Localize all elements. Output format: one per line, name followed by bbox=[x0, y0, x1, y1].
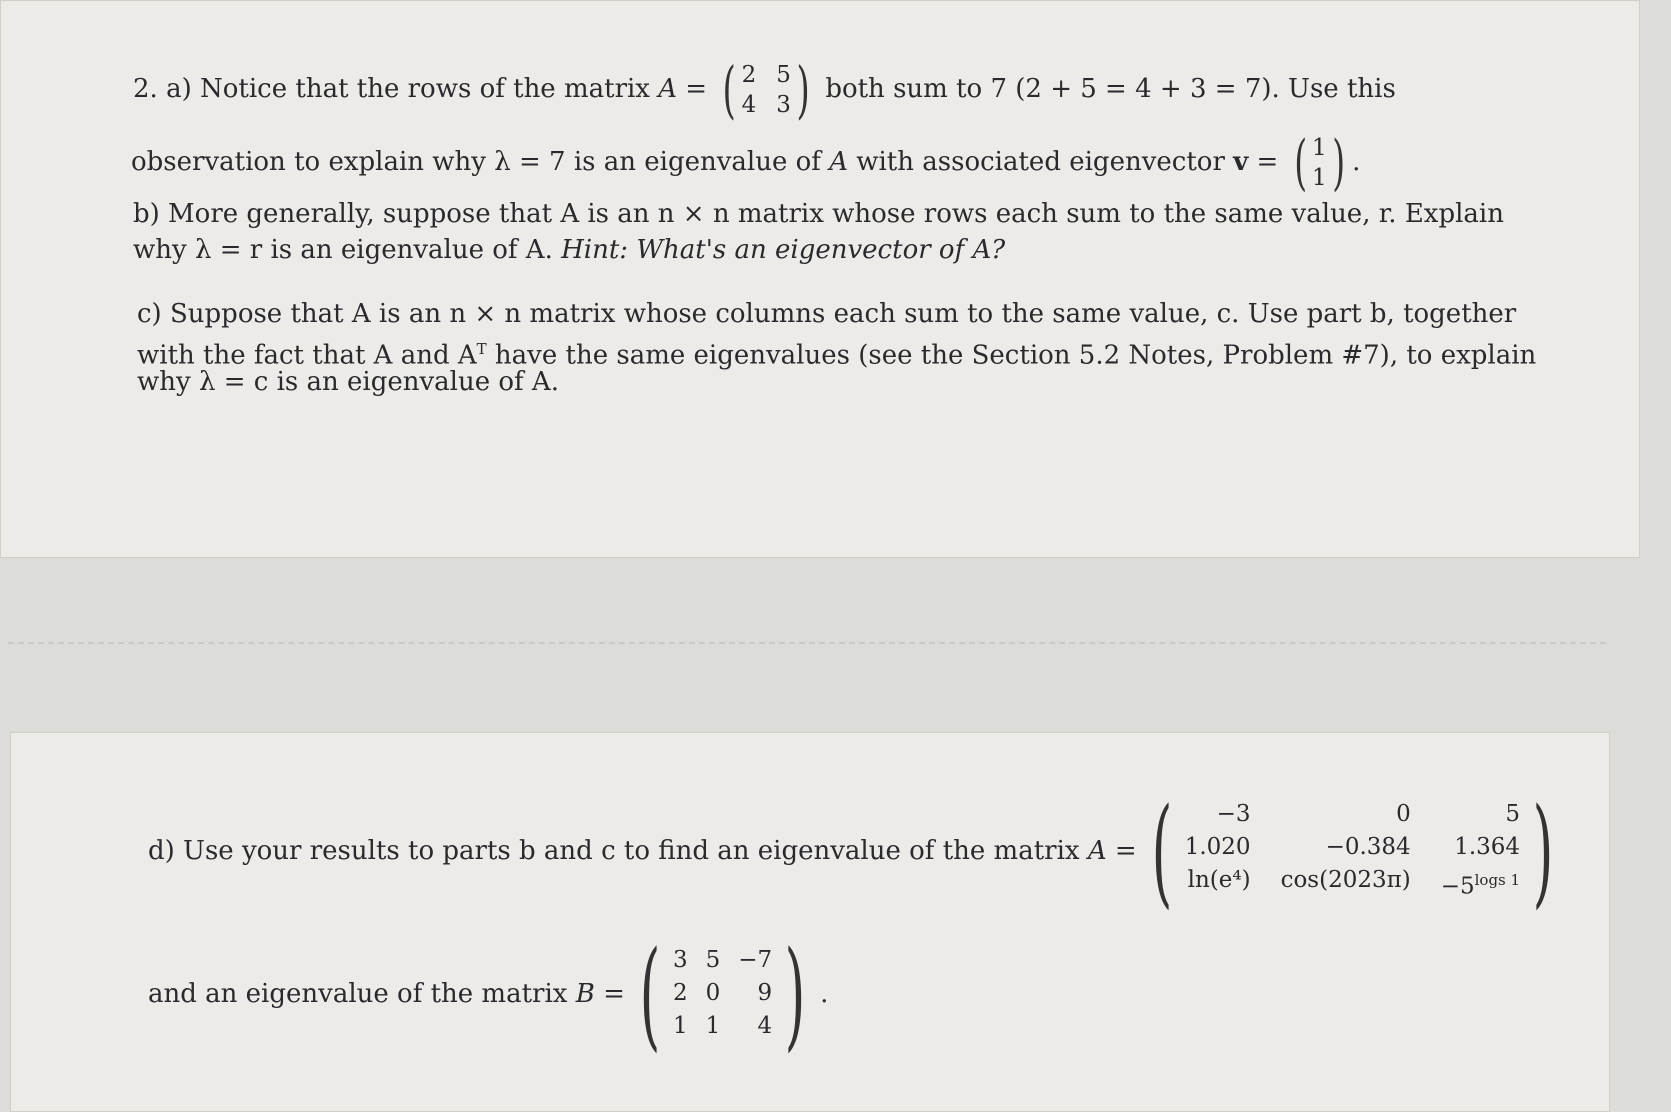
part-c-line3: why λ = c is an eigenvalue of A. bbox=[137, 367, 559, 397]
matrix-cell: 3 bbox=[776, 92, 791, 118]
part-b-line2 bbox=[133, 234, 1005, 266]
matrix-cell: 4 bbox=[757, 1013, 773, 1039]
matrix-cell: 1.020 bbox=[1184, 834, 1251, 860]
part-a-text4: with associated eigenvector bbox=[856, 147, 1225, 177]
part-a-line2: observation to explain why λ = 7 is an eigenvalue of A with associated eigenvector v = ( 1 1 ) . bbox=[131, 128, 1361, 198]
matrix-b-3x3: ( 3 5 −7 2 0 9 1 1 4 ) bbox=[639, 924, 806, 1063]
vector-cell: 1 bbox=[1312, 165, 1327, 191]
worksheet-bottom-panel bbox=[10, 732, 1610, 1112]
page-divider bbox=[8, 642, 1606, 644]
matrix-cell: 5 bbox=[1505, 801, 1521, 827]
problem-number: 2. bbox=[133, 74, 158, 104]
matrix-cell: $-5^{logs 1}$ bbox=[1440, 871, 1521, 900]
exponent: logs 1 bbox=[1474, 871, 1521, 889]
matrix-cell: −3 bbox=[1216, 801, 1251, 827]
matrix-cell: 1.364 bbox=[1454, 834, 1521, 860]
part-a-text1: Notice that the rows of the matrix bbox=[200, 74, 650, 104]
matrix-cell: ln(e⁴) bbox=[1187, 867, 1251, 893]
part-d-text2: and an eigenvalue of the matrix bbox=[148, 978, 568, 1009]
matrix-cell: 3 bbox=[672, 947, 688, 973]
matrix-cell: 9 bbox=[757, 980, 773, 1006]
vector-v-name: v bbox=[1233, 147, 1249, 177]
part-b-question: why λ = r is an eigenvalue of A. bbox=[133, 235, 553, 265]
matrix-cell: −7 bbox=[738, 947, 773, 973]
matrix-a-3x3: ( −3 0 5 1.020 −0.384 1.364 ln(e⁴) cos(2023π) $-5^{logs 1}$ ) bbox=[1151, 781, 1554, 920]
matrix-cell: 5 bbox=[776, 62, 791, 88]
part-a-text3: observation to explain why λ = 7 is an eigenvalue of bbox=[131, 147, 821, 177]
part-a-text2: both sum to 7 (2 + 5 = 4 + 3 = 7). Use this bbox=[825, 74, 1396, 104]
matrix-cell: −0.384 bbox=[1325, 834, 1411, 860]
matrix-cell: 5 bbox=[705, 947, 721, 973]
vector-cell: 1 bbox=[1312, 135, 1327, 161]
part-c-line1: c) Suppose that A is an n × n matrix whose columns each sum to the same value, c. Use part b, together bbox=[137, 299, 1517, 329]
part-c-line2-pre: with the fact that A and A bbox=[137, 340, 477, 371]
matrix-cell: 1 bbox=[705, 1013, 721, 1039]
matrix-a-name: A bbox=[829, 147, 848, 177]
part-d-text1: d) Use your results to parts b and c to find an eigenvalue of the matrix bbox=[148, 835, 1080, 866]
eigenvector-column: ( 1 1 ) bbox=[1293, 128, 1345, 198]
part-d-line2: and an eigenvalue of the matrix B = ( 3 5 −7 2 0 9 1 1 4 ) . bbox=[148, 924, 829, 1063]
matrix-a-name: A bbox=[1087, 835, 1107, 866]
part-b-line1: b) More generally, suppose that A is an n × n matrix whose rows each sum to the same value, r. Explain bbox=[133, 199, 1504, 229]
matrix-b-name: B bbox=[575, 978, 595, 1009]
part-d-line1: d) Use your results to parts b and c to find an eigenvalue of the matrix A = ( −3 0 5 1.020 −0.384 1.364 ln(e⁴) cos(2023π) $-5^{logs 1}$ ) bbox=[148, 798, 1568, 904]
matrix-a-2x2: ( 2 5 4 3 ) bbox=[722, 53, 810, 126]
part-c-line2-post: have the same eigenvalues (see the Section 5.2 Notes, Problem #7), to explain bbox=[486, 340, 1537, 371]
matrix-cell: 2 bbox=[741, 62, 757, 88]
matrix-cell: 2 bbox=[672, 980, 688, 1006]
part-a-line1: 2. a) Notice that the rows of the matrix A = ( 2 5 4 3 ) both sum to 7 (2 + 5 = 4 + 3 = 7). Use this bbox=[133, 53, 1396, 126]
matrix-cell: 4 bbox=[741, 92, 757, 118]
part-a-label: a) bbox=[166, 74, 192, 104]
part-b-hint: Hint: What's an eigenvector of A? bbox=[561, 235, 1006, 265]
matrix-cell: cos(2023π) bbox=[1280, 867, 1411, 893]
matrix-cell: 0 bbox=[705, 980, 721, 1006]
transpose-superscript: T bbox=[476, 340, 487, 358]
matrix-cell: 1 bbox=[672, 1013, 688, 1039]
matrix-a-name: A bbox=[658, 74, 678, 104]
matrix-cell: 0 bbox=[1396, 801, 1411, 827]
